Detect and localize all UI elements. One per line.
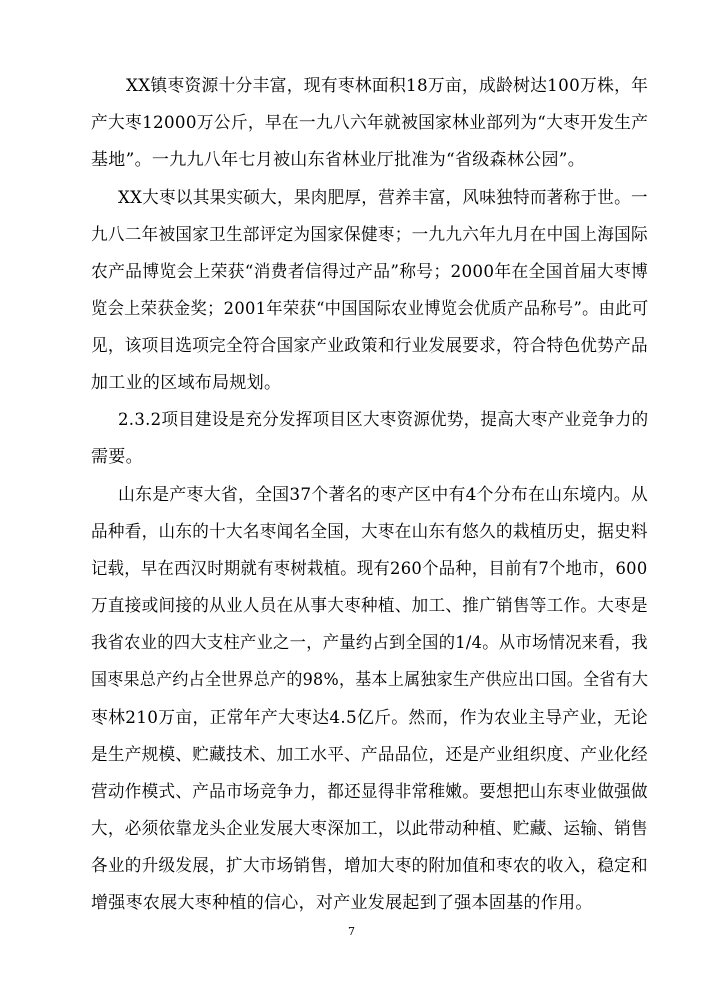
text-line: 我省农业的四大支柱产业之一，产量约占到全国的1/4。从市场情况来看，我	[91, 633, 648, 653]
text-line: 基地”。一九九八年七月被山东省林业厅批准为“省级森林公园”。	[91, 150, 586, 170]
text-line: 万直接或间接的从业人员在从事大枣种植、加工、推广销售等工作。大枣是	[91, 596, 648, 616]
text-line: 见，该项目选项完全符合国家产业政策和行业发展要求，符合特色优势产品	[91, 336, 648, 356]
text-line: 山东是产枣大省，全国37个著名的枣产区中有4个分布在山东境内。从	[118, 485, 649, 505]
text-line: 增强枣农展大枣种植的信心，对产业发展起到了强本固基的作用。	[91, 893, 593, 913]
text-line: 记载，早在西汉时期就有枣树栽植。现有260个品种，目前有7个地市，600	[91, 559, 648, 579]
text-line: 各业的升级发展，扩大市场销售，增加大枣的附加值和枣农的收入，稳定和	[91, 856, 648, 876]
text-line: 营动作模式、产品市场竞争力，都还显得非常稚嫩。要想把山东枣业做强做	[91, 782, 648, 802]
text-line: 九八二年被国家卫生部评定为国家保健枣；一九九六年九月在中国上海国际	[91, 225, 648, 245]
text-line: 农产品博览会上荣获“消费者信得过产品”称号；2000年在全国首届大枣博	[91, 262, 649, 282]
section-heading: 2.3.2项目建设是充分发挥项目区大枣资源优势，提高大枣产业竞争力的	[118, 410, 649, 430]
page-number: 7	[348, 925, 355, 938]
text-line: XX镇枣资源十分丰富，现有枣林面积18万亩，成龄树达100万株，年	[126, 76, 649, 96]
text-line: 品种看，山东的十大名枣闻名全国，大枣在山东有悠久的栽植历史，据史料	[91, 522, 648, 542]
text-line: 枣林210万亩，正常年产大枣达4.5亿斤。然而，作为农业主导产业，无论	[91, 708, 648, 728]
section-heading: 需要。	[91, 447, 143, 467]
text-line: 览会上荣获金奖；2001年荣获“中国国际农业博览会优质产品称号”。由此可	[91, 299, 649, 319]
text-line: 加工业的区域布局规划。	[91, 373, 282, 393]
text-line: XX大枣以其果实硕大，果肉肥厚，营养丰富，风味独特而著称于世。一	[118, 188, 648, 208]
text-line: 是生产规模、贮藏技术、加工水平、产品品位，还是产业组织度、产业化经	[91, 745, 648, 765]
text-line: 产大枣12000万公斤，早在一九八六年就被国家林业部列为“大枣开发生产	[91, 113, 649, 133]
text-line: 大，必须依靠龙头企业发展大枣深加工，以此带动种植、贮藏、运输、销售	[91, 819, 648, 839]
text-line: 国枣果总产约占全世界总产的98%，基本上属独家生产供应出口国。全省有大	[91, 670, 649, 690]
